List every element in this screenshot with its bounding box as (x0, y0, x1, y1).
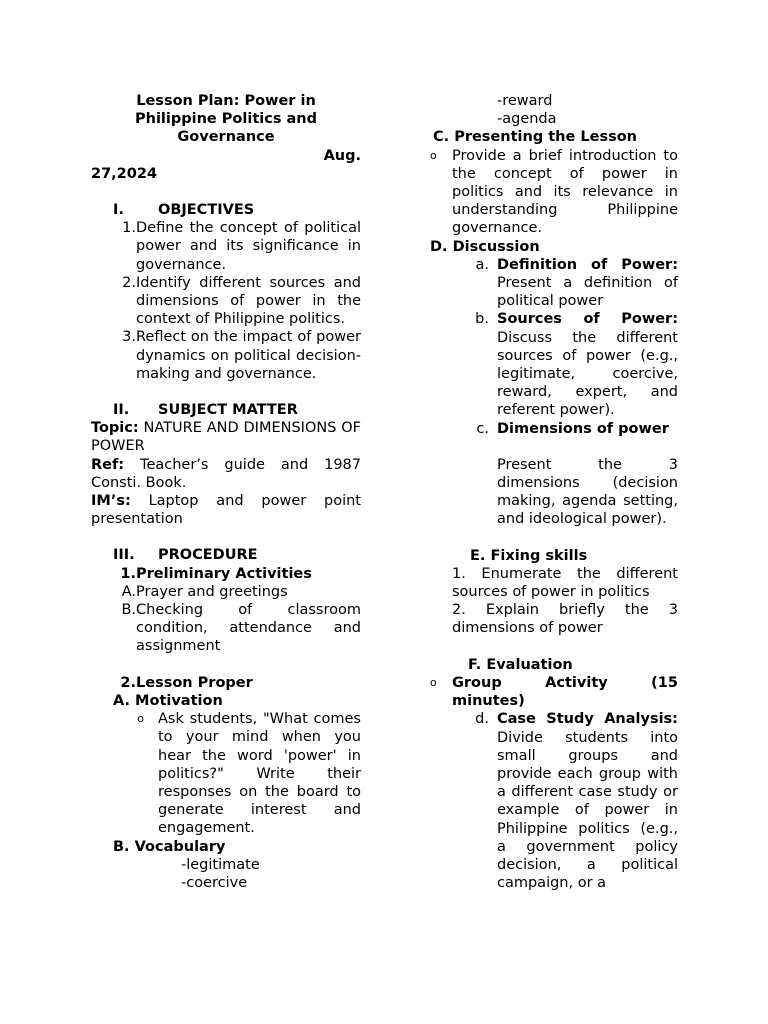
lesson-title (91, 92, 361, 147)
item-label: Case Study Analysis: (497, 711, 678, 728)
item-label: Definition of Power: (497, 256, 678, 273)
fixing-heading: E. Fixing skills (470, 547, 588, 564)
bullet-icon: o (430, 675, 437, 689)
presenting-bullet (430, 147, 678, 238)
item-text: Reflect on the impact of power dynamics on political decision-making and governance. (136, 329, 361, 382)
item-body (497, 420, 678, 529)
item-letter: b. (475, 311, 489, 328)
item-text: Preliminary Activities (136, 565, 312, 582)
motivation-text: Ask students, "What comes to your mind when you hear the word 'power' in politics?" Write their responses on the board to generate interest and engagement. (158, 711, 361, 837)
item-text: Divide students into small groups and provide each group with a different case study or example of power in Philippine politics (e.g., a government policy decision, a political campaign, or a (497, 729, 678, 892)
fixing-item: 2. Explain briefly the 3 dimensions of power (452, 602, 678, 637)
list-item (91, 601, 361, 656)
item-number: 3. (122, 329, 136, 346)
vocab-word: -legitimate (181, 856, 260, 873)
evaluation-bullet (430, 674, 678, 710)
item-text: Present a definition of political power (497, 275, 678, 310)
bullet-icon: o (137, 712, 144, 726)
presenting-text: Provide a brief introduction to the concept of power in politics and its relevance in understanding Philippine governance. (452, 147, 678, 237)
item-letter: a. (475, 256, 489, 273)
objectives-list (91, 219, 361, 383)
title-line: Philippine Politics and (135, 111, 317, 128)
presenting-heading: C. Presenting the Lesson (433, 129, 638, 146)
item-body (497, 256, 678, 311)
section-title: PROCEDURE (158, 547, 258, 564)
vocab-word: -coercive (181, 874, 248, 891)
item-letter: d. (475, 711, 489, 728)
item-number: 1. (122, 220, 136, 237)
item-number: 1. (120, 565, 136, 582)
vocab-word: -reward (497, 93, 553, 109)
item-text: Present the 3 dimensions (decision making, agenda setting, and ideological power). (497, 456, 678, 528)
item-number: A. (121, 583, 136, 600)
item-text: Identify different sources and dimensions of power in the context of Philippine politics. (136, 274, 361, 328)
topic-label: Topic: (91, 420, 139, 437)
discussion-item (430, 420, 678, 529)
item-number: B. (121, 602, 136, 619)
lesson-proper-heading (91, 674, 361, 692)
item-text: Prayer and greetings (136, 583, 288, 600)
section-title: SUBJECT MATTER (158, 402, 298, 419)
discussion-item (430, 256, 678, 311)
fixing-item: 1. Enumerate the different sources of power in politics (452, 565, 678, 601)
bullet-icon: o (430, 148, 437, 162)
item-text: Discuss the different sources of power (e.g., legitimate, coercive, reward, expert, and referent power). (497, 329, 678, 419)
ref-line (91, 456, 361, 492)
motivation-bullet (91, 710, 361, 837)
section-number: III. (113, 547, 135, 564)
date-part2: 27,2024 (91, 165, 158, 182)
group-activity-text: Group Activity (15 minutes) (452, 674, 678, 710)
item-letter: c. (476, 420, 489, 437)
list-item (91, 328, 361, 383)
item-text: Lesson Proper (136, 674, 253, 691)
item-label: Sources of Power: (497, 311, 678, 328)
title-line: Lesson Plan: Power in (136, 93, 316, 109)
topic-value: NATURE AND DIMENSIONS OF POWER (91, 420, 362, 455)
item-text: Define the concept of political power and its significance in governance. (136, 220, 361, 273)
vocabulary-heading: B. Vocabulary (113, 838, 226, 855)
ims-label: IM’s: (91, 493, 131, 510)
date-part1: Aug. (323, 147, 361, 164)
procedure-heading (113, 546, 361, 564)
section-title: OBJECTIVES (158, 202, 255, 219)
vocab-word: -agenda (497, 111, 557, 128)
ims-line (91, 492, 361, 528)
evaluation-heading: F. Evaluation (468, 656, 573, 673)
section-number: I. (113, 202, 124, 219)
subject-heading (113, 401, 361, 419)
list-item (91, 219, 361, 274)
case-study-item (430, 710, 678, 892)
item-text: Checking of classroom condition, attendance and assignment (136, 602, 361, 655)
discussion-item (430, 310, 678, 419)
left-column (91, 92, 361, 892)
ref-label: Ref: (91, 456, 125, 473)
list-item (91, 583, 361, 601)
topic-line (91, 419, 361, 455)
section-number: II. (113, 402, 130, 419)
item-label: Dimensions of power (497, 420, 669, 437)
discussion-heading: D. Discussion (430, 238, 540, 255)
item-body (497, 310, 678, 419)
ims-value: Laptop and power point presentation (91, 493, 361, 528)
title-line: Governance (177, 129, 275, 146)
item-number: 2. (120, 674, 136, 691)
objectives-heading (113, 201, 361, 219)
right-column (430, 92, 678, 892)
item-number: 2. (122, 274, 136, 291)
motivation-heading: A. Motivation (113, 692, 223, 709)
ref-value: Teacher’s guide and 1987 Consti. Book. (91, 456, 361, 491)
item-body (497, 710, 678, 892)
preliminary-heading (91, 565, 361, 583)
list-item (91, 274, 361, 329)
